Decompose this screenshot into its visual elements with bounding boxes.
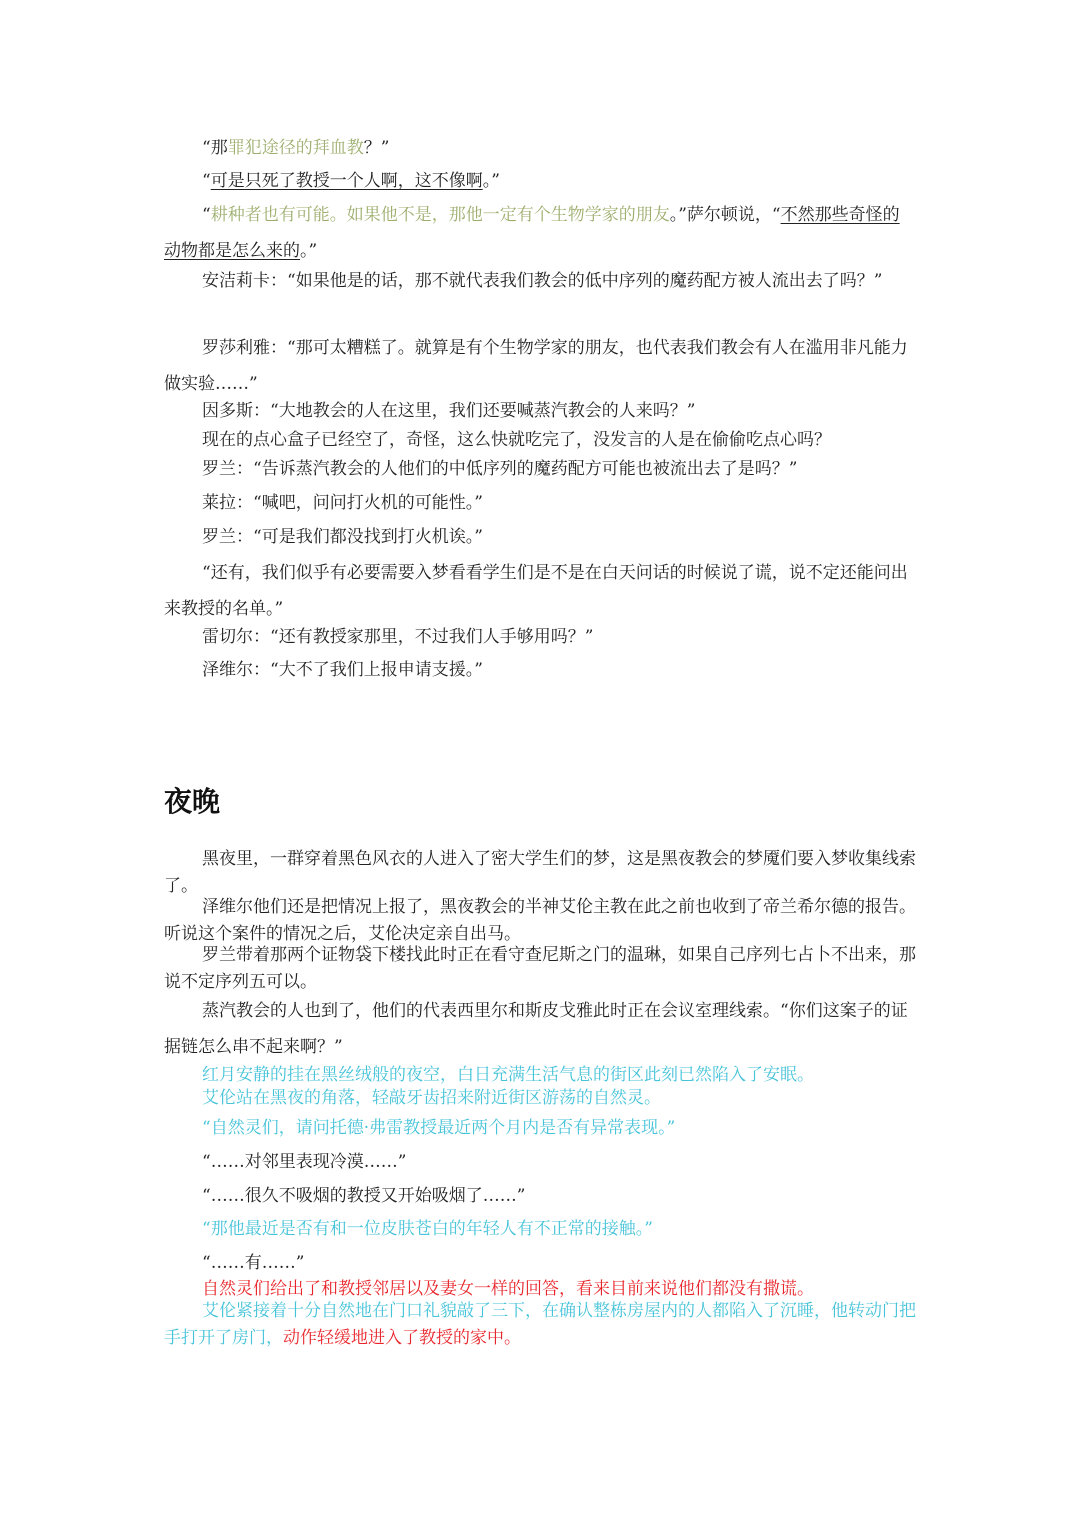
- dialogue-line: [164, 629, 916, 646]
- dialogue-line: [164, 461, 916, 478]
- text-span: “……有……”: [202, 1253, 305, 1273]
- text-span: 安洁莉卡：“如果他是的话，那不就代表我们教会的低中序列的魔药配方被人流出去了吗？”: [202, 271, 883, 291]
- dialogue-line: [164, 1221, 916, 1238]
- highlight-text: 罪犯途径的拜血教: [227, 138, 364, 158]
- narration-line: [164, 1281, 916, 1298]
- text-span: 罗兰带着那两个证物袋下楼找此时正在看守查尼斯之门的温琳，如果自己序列七占卜不出来，那说不定序列五可以。: [164, 945, 916, 992]
- highlight-text: “自然灵们，请问托德·弗雷教授最近两个月内是否有异常表现。”: [202, 1118, 676, 1138]
- dialogue-line: [164, 173, 916, 190]
- text-span: 现在的点心盒子已经空了，奇怪，这么快就吃完了，没发言的人是在偷偷吃点心吗？: [202, 430, 831, 450]
- underlined-text: 可是只死了教授一个人啊，这不像啊: [210, 171, 483, 191]
- narration-paragraph: [164, 846, 916, 900]
- text-span: 罗莎利雅：“那可太糟糕了。就算是有个生物学家的朋友，也代表我们教会有人在滥用非凡能力做实验……”: [164, 338, 908, 394]
- dialogue-line: [164, 1120, 916, 1137]
- dialogue-line: [164, 140, 916, 157]
- highlight-text: 动作轻缓地进入了教授的家中。: [283, 1328, 521, 1348]
- dialogue-paragraph: [164, 263, 916, 299]
- narration-paragraph: [164, 993, 916, 1065]
- text-span: 雷切尔：“还有教授家那里，不过我们人手够用吗？”: [202, 627, 594, 647]
- dialogue-line: [164, 1154, 916, 1171]
- text-span: 。”: [482, 171, 500, 191]
- text-span: 泽维尔他们还是把情况上报了，黑夜教会的半神艾伦主教在此之前也收到了帝兰希尔德的报告。听说这个案件的情况之后，艾伦决定亲自出马。: [164, 897, 916, 944]
- narration-line: [164, 1090, 916, 1107]
- dialogue-paragraph: [164, 555, 916, 627]
- text-span: “: [202, 205, 211, 225]
- text-span: 因多斯：“大地教会的人在这里，我们还要喊蒸汽教会的人来吗？”: [202, 401, 696, 421]
- highlight-text: 艾伦紧接着十分自然地在门口礼貌敲了三下，在确认整栋房屋内的人都陷入了沉睡，他转动门把手打开了房门，: [164, 1301, 916, 1348]
- text-span: 。”: [300, 241, 318, 261]
- text-span: “……对邻里表现冷漠……”: [202, 1152, 407, 1172]
- text-span: “……很久不吸烟的教授又开始吸烟了……”: [202, 1186, 526, 1206]
- text-span: 。”萨尔顿说，“: [669, 205, 781, 225]
- narration-paragraph: [164, 942, 916, 996]
- underlined-text: 不然那些奇怪的动物都是怎么来的: [164, 205, 900, 261]
- highlight-text: “那他最近是否有和一位皮肤苍白的年轻人有不正常的接触。”: [202, 1219, 653, 1239]
- text-span: “还有，我们似乎有必要需要入梦看看学生们是不是在白天问话的时候说了谎，说不定还能问出来教授的名单。”: [164, 563, 908, 619]
- dialogue-line: [164, 529, 916, 546]
- text-span: 莱拉：“喊吧，问问打火机的可能性。”: [202, 493, 483, 513]
- dialogue-line: [164, 1255, 916, 1272]
- text-span: 泽维尔：“大不了我们上报申请支援。”: [202, 660, 483, 680]
- text-span: 罗兰：“告诉蒸汽教会的人他们的中低序列的魔药配方可能也被流出去了是吗？”: [202, 459, 798, 479]
- highlight-text: 耕种者也有可能。如果他不是，那他一定有个生物学家的朋友: [210, 205, 670, 225]
- dialogue-line: [164, 403, 916, 420]
- highlight-text: 自然灵们给出了和教授邻居以及妻女一样的回答，看来目前来说他们都没有撒谎。: [202, 1279, 814, 1299]
- text-span: “: [202, 171, 211, 191]
- text-span: 蒸汽教会的人也到了，他们的代表西里尔和斯皮戈雅此时正在会议室理线索。“你们这案子的证据链怎么串不起来啊？”: [164, 1001, 908, 1057]
- dialogue-line: [164, 1188, 916, 1205]
- narration-paragraph: [164, 1298, 916, 1352]
- text-span: “那: [202, 138, 228, 158]
- narration-line: [164, 1067, 916, 1084]
- narration-paragraph: [164, 894, 916, 948]
- text-span: ？”: [363, 138, 390, 158]
- dialogue-paragraph: [164, 330, 916, 402]
- highlight-text: 红月安静的挂在黑丝绒般的夜空，白日充满生活气息的街区此刻已然陷入了安眠。: [202, 1065, 814, 1085]
- text-span: 黑夜里，一群穿着黑色风衣的人进入了密大学生们的梦，这是黑夜教会的梦魇们要入梦收集线索了。: [164, 849, 916, 896]
- dialogue-line: [164, 662, 916, 679]
- section-heading: 夜晚: [164, 785, 221, 818]
- narration-line: [164, 432, 916, 449]
- dialogue-line: [164, 495, 916, 512]
- dialogue-paragraph: [164, 197, 916, 269]
- highlight-text: 艾伦站在黑夜的角落，轻敲牙齿招来附近街区游荡的自然灵。: [202, 1088, 661, 1108]
- text-span: 罗兰：“可是我们都没找到打火机诶。”: [202, 527, 483, 547]
